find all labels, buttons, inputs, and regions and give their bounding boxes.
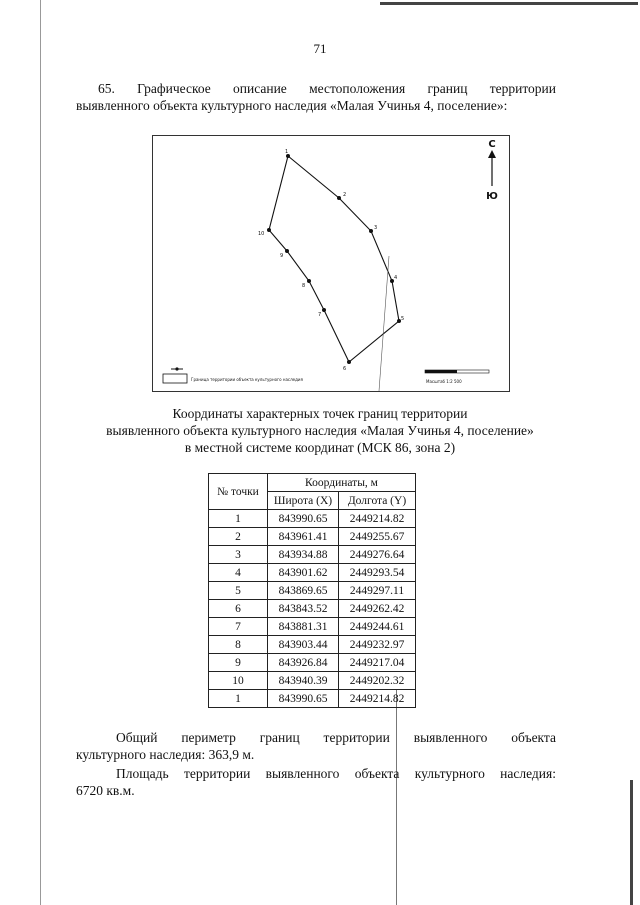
perimeter-line-1: Общий периметр границ территории выявленного объекта <box>116 730 556 745</box>
cell-point: 3 <box>209 546 268 564</box>
scale-text: Масштаб 1:2 500 <box>426 379 462 384</box>
cell-point: 7 <box>209 618 268 636</box>
north-label: С <box>488 139 496 150</box>
road-line <box>379 256 389 391</box>
cell-x: 843843.52 <box>268 600 339 618</box>
vertex-8 <box>307 279 311 283</box>
cell-point: 4 <box>209 564 268 582</box>
coordinates-table <box>208 473 416 708</box>
cell-y: 2449214.82 <box>339 690 416 708</box>
vertex-label-9: 9 <box>280 253 284 259</box>
cell-point: 10 <box>209 672 268 690</box>
cell-x: 843926.84 <box>268 654 339 672</box>
table-row <box>209 600 416 618</box>
cell-x: 843961.41 <box>268 528 339 546</box>
boundary-map <box>152 135 510 392</box>
cell-y: 2449262.42 <box>339 600 416 618</box>
cell-y: 2449293.54 <box>339 564 416 582</box>
south-label: Ю <box>486 191 498 202</box>
cell-y: 2449217.04 <box>339 654 416 672</box>
vertex-markers <box>267 154 401 364</box>
table-row <box>209 672 416 690</box>
cell-point: 5 <box>209 582 268 600</box>
boundary-polygon <box>269 156 399 362</box>
perimeter-paragraph <box>76 729 556 763</box>
cell-point: 1 <box>209 690 268 708</box>
vertex-label-4: 4 <box>394 275 398 281</box>
vertex-label-3: 3 <box>374 225 378 231</box>
cell-x: 843901.62 <box>268 564 339 582</box>
table-row <box>209 528 416 546</box>
header-coordinates: Координаты, м <box>268 474 416 492</box>
cell-y: 2449214.82 <box>339 510 416 528</box>
cell-y: 2449202.32 <box>339 672 416 690</box>
vertex-6 <box>347 360 351 364</box>
coordinates-title-line-3: в местной системе координат (МСК 86, зона 2) <box>184 440 456 455</box>
vertex-label-8: 8 <box>302 283 306 289</box>
map-legend <box>163 367 303 383</box>
vertex-label-10: 10 <box>258 231 265 237</box>
page-number: 71 <box>313 41 327 56</box>
cell-x: 843990.65 <box>268 690 339 708</box>
cell-point: 9 <box>209 654 268 672</box>
cell-x: 843881.31 <box>268 618 339 636</box>
vertex-label-2: 2 <box>343 192 347 198</box>
vertex-7 <box>322 308 326 312</box>
cell-y: 2449232.97 <box>339 636 416 654</box>
cell-point: 8 <box>209 636 268 654</box>
scan-edge-top <box>380 2 638 5</box>
scale-bar <box>425 370 489 384</box>
north-arrow <box>486 139 498 202</box>
table-row <box>209 582 416 600</box>
area-line-2: 6720 кв.м. <box>76 783 135 798</box>
table-row <box>209 564 416 582</box>
cell-x: 843869.65 <box>268 582 339 600</box>
coordinates-title-line-2: выявленного объекта культурного наследия «Малая Учинья 4, поселение» <box>106 423 534 438</box>
cell-y: 2449276.64 <box>339 546 416 564</box>
table-row <box>209 690 416 708</box>
perimeter-line-2: культурного наследия: 363,9 м. <box>76 747 255 762</box>
section-heading <box>76 80 556 114</box>
scan-edge-right <box>630 780 633 905</box>
cell-point: 6 <box>209 600 268 618</box>
heading-line-2: выявленного объекта культурного наследия «Малая Учинья 4, поселение»: <box>76 98 508 113</box>
cell-x: 843940.39 <box>268 672 339 690</box>
vertex-label-1: 1 <box>285 149 289 155</box>
cell-x: 843990.65 <box>268 510 339 528</box>
cell-x: 843903.44 <box>268 636 339 654</box>
vertex-3 <box>369 229 373 233</box>
coordinates-title <box>60 405 580 456</box>
area-line-1: Площадь территории выявленного объекта культурного наследия: <box>116 766 556 781</box>
heading-line-1: 65. Графическое описание местоположения границ территории <box>98 81 556 96</box>
map-drawing <box>153 136 509 391</box>
vertex-label-7: 7 <box>318 312 322 318</box>
table-row <box>209 654 416 672</box>
vertex-label-5: 5 <box>401 316 405 322</box>
table-row <box>209 618 416 636</box>
legend-text: Граница территории объекта культурного наследия <box>191 377 303 382</box>
cell-point: 2 <box>209 528 268 546</box>
header-x: Широта (X) <box>268 492 339 510</box>
scan-line-left <box>40 0 41 905</box>
area-paragraph <box>76 765 556 799</box>
vertex-2 <box>337 196 341 200</box>
table-row <box>209 546 416 564</box>
cell-point: 1 <box>209 510 268 528</box>
vertex-9 <box>285 249 289 253</box>
cell-x: 843934.88 <box>268 546 339 564</box>
cell-y: 2449297.11 <box>339 582 416 600</box>
vertex-10 <box>267 228 271 232</box>
cell-y: 2449255.67 <box>339 528 416 546</box>
table-row <box>209 636 416 654</box>
table-row <box>209 510 416 528</box>
coordinates-title-line-1: Координаты характерных точек границ территории <box>172 406 468 421</box>
header-y: Долгота (Y) <box>339 492 416 510</box>
header-point: № точки <box>209 474 268 510</box>
cell-y: 2449244.61 <box>339 618 416 636</box>
vertex-label-6: 6 <box>343 366 347 372</box>
